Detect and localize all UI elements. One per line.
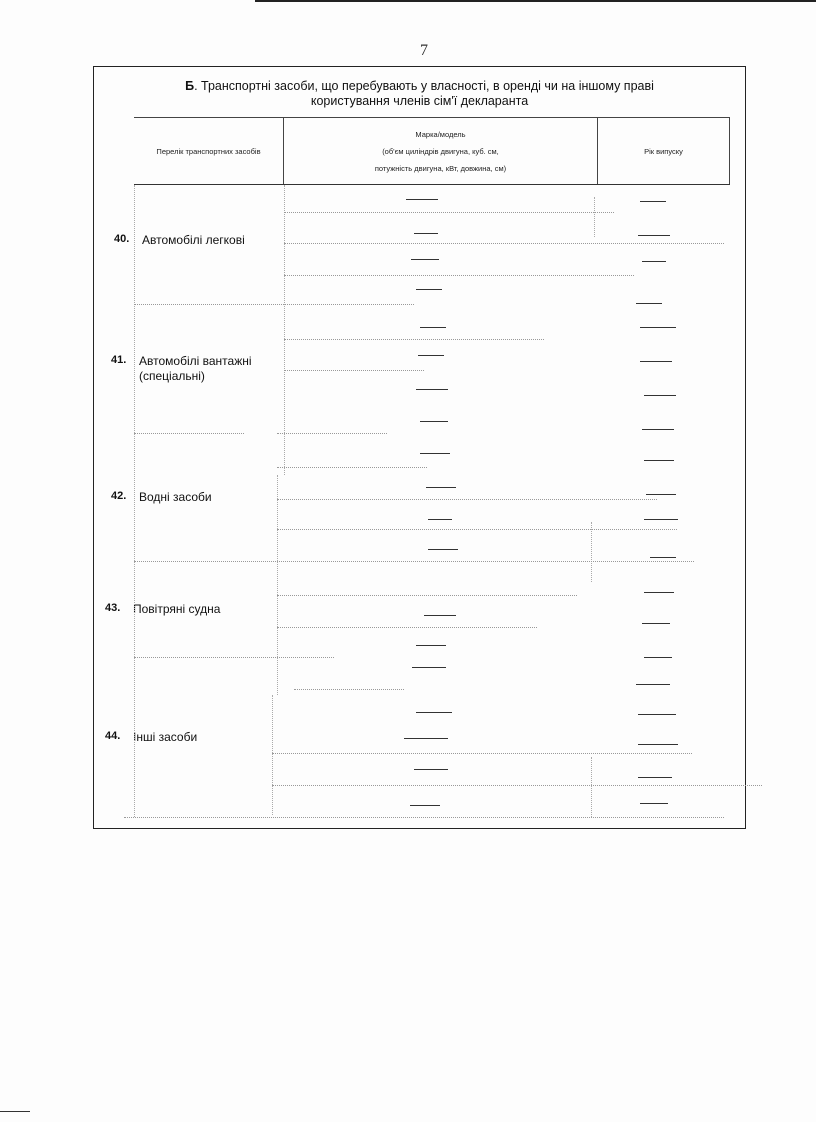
row-line	[284, 275, 634, 276]
grid-line	[591, 522, 592, 582]
dash-mark	[411, 259, 439, 260]
row-line	[284, 370, 424, 371]
category-aircraft	[105, 602, 221, 617]
page-number: 7	[420, 42, 428, 59]
row-line	[134, 433, 244, 434]
grid-line	[591, 757, 592, 817]
dash-mark	[404, 738, 448, 739]
dash-mark	[416, 389, 448, 390]
grid-line	[277, 475, 278, 695]
row-line	[277, 627, 537, 628]
dash-mark	[424, 615, 456, 616]
section-letter: Б	[185, 79, 195, 93]
dash-mark	[636, 684, 670, 685]
row-line	[277, 529, 677, 530]
dash-mark	[428, 549, 458, 550]
header-make-model	[284, 118, 598, 184]
dash-mark	[640, 803, 668, 804]
dash-mark	[638, 235, 670, 236]
dash-mark	[414, 769, 448, 770]
section-title-line1: . Транспортні засоби, що перебувають у власності, в оренді чи на іншому праві	[194, 79, 654, 93]
category-number: 41.	[111, 354, 127, 366]
scan-edge-top	[255, 0, 816, 2]
dash-mark	[642, 429, 674, 430]
dash-mark	[644, 460, 674, 461]
row-line	[124, 817, 724, 818]
grid-line	[594, 197, 595, 237]
row-line	[277, 433, 387, 434]
category-number: 44.	[105, 730, 121, 742]
header-make-model-line3: потужність двигуна, кВт, довжина, см)	[374, 163, 507, 173]
grid-line	[134, 185, 135, 817]
dash-mark	[420, 327, 446, 328]
row-line	[284, 339, 544, 340]
row-line	[272, 785, 762, 786]
dash-mark	[426, 487, 456, 488]
category-number: 42.	[111, 490, 127, 502]
category-label: Повітряні судна	[133, 602, 221, 616]
dash-mark	[416, 645, 446, 646]
header-make-model-line1: Марка/модель	[415, 129, 466, 139]
table-header	[134, 117, 730, 185]
grid-line	[272, 695, 273, 815]
dash-mark	[640, 201, 666, 202]
dash-mark	[640, 327, 676, 328]
header-make-model-line2: (об'єм циліндрів двигуна, куб. см,	[382, 146, 499, 156]
category-label: Інші засоби	[133, 730, 198, 744]
row-line	[277, 467, 427, 468]
dash-mark	[638, 714, 676, 715]
category-cars	[114, 233, 245, 248]
row-line	[134, 304, 414, 305]
dash-mark	[420, 421, 448, 422]
dash-mark	[418, 355, 444, 356]
dash-mark	[644, 519, 678, 520]
dash-mark	[410, 805, 440, 806]
header-year: Рік випуску	[598, 118, 730, 184]
category-label: Автомобілі вантажні (спеціальні)	[139, 354, 252, 383]
dash-mark	[414, 233, 438, 234]
category-other	[105, 730, 198, 745]
dash-mark	[644, 657, 672, 658]
dash-mark	[638, 744, 678, 745]
grid-line	[284, 185, 285, 475]
dash-mark	[638, 777, 672, 778]
row-line	[134, 561, 694, 562]
dash-mark	[642, 623, 670, 624]
row-line	[277, 499, 657, 500]
dash-mark	[428, 519, 452, 520]
dash-mark	[416, 289, 442, 290]
category-label: Автомобілі легкові	[142, 233, 245, 247]
scan-edge-bottom	[0, 1111, 30, 1112]
category-trucks	[111, 354, 279, 384]
dash-mark	[406, 199, 438, 200]
row-line	[284, 243, 724, 244]
dash-mark	[636, 303, 662, 304]
row-line	[284, 212, 614, 213]
dash-mark	[642, 261, 666, 262]
category-number: 40.	[114, 233, 130, 245]
row-line	[134, 657, 334, 658]
dash-mark	[644, 395, 676, 396]
row-line	[294, 689, 404, 690]
dash-mark	[644, 592, 674, 593]
category-number: 43.	[105, 602, 121, 614]
header-vehicle-list: Перелік транспортних засобів	[134, 118, 284, 184]
dash-mark	[640, 361, 672, 362]
row-line	[277, 595, 577, 596]
row-line	[272, 753, 692, 754]
section-title-line2: користування членів сім'ї декларанта	[310, 94, 529, 108]
form-frame	[93, 66, 746, 829]
section-title	[94, 79, 745, 109]
dash-mark	[420, 453, 450, 454]
dash-mark	[650, 557, 676, 558]
category-label: Водні засоби	[139, 490, 212, 504]
dash-mark	[646, 494, 676, 495]
dash-mark	[412, 667, 446, 668]
dash-mark	[416, 712, 452, 713]
category-water	[111, 490, 212, 505]
